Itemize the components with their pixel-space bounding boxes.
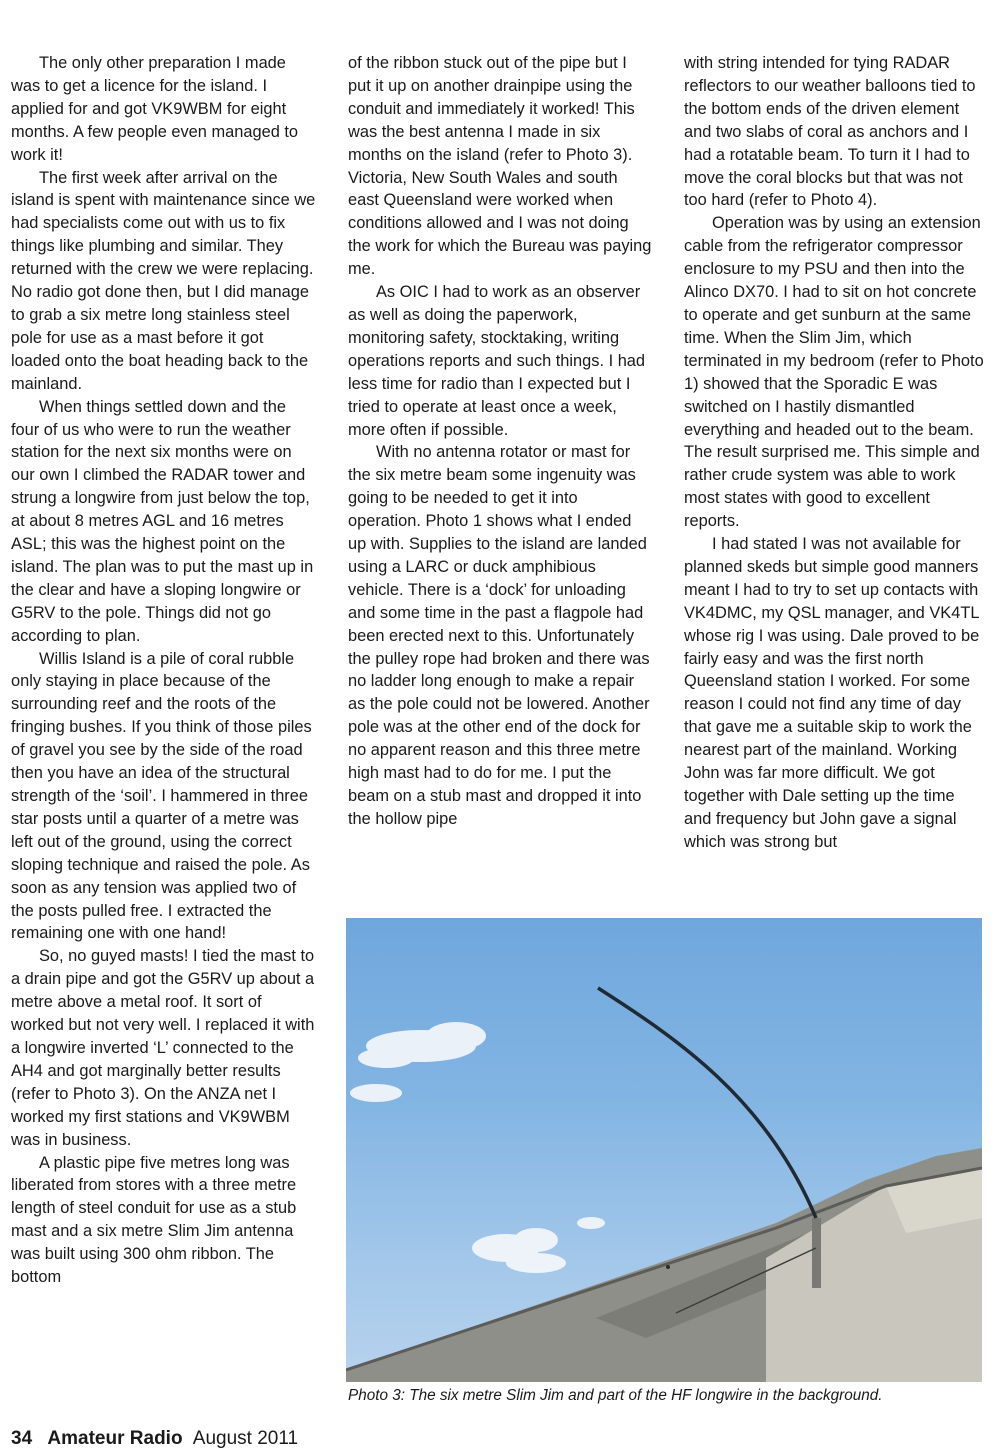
paragraph: Operation was by using an extension cable from the refrigerator compressor enclosure to my PSU and then into the Alinco DX70. I had to sit on hot concrete to operate and get sunburn at the same time. When the Slim Jim, which terminated in my bedroom (refer to Photo 1) showed that the Sporadic E was switched on I hastily dismantled everything and headed out to the beam. The result surprised me. This simple and rather crude system was able to work most states with good to excellent reports. — [684, 214, 984, 531]
magazine-title: Amateur Radio — [47, 1428, 183, 1449]
photo-caption: Photo 3: The six metre Slim Jim and part of the HF longwire in the background. — [348, 1387, 883, 1404]
issue-date: August 2011 — [192, 1428, 299, 1449]
clouds — [350, 1022, 605, 1273]
slim-jim-antenna — [598, 988, 816, 1218]
paragraph: with string intended for tying RADAR reflectors to our weather balloons tied to the bottom ends of the driven element and two slabs of coral as anchors and I had a rotatable beam. To turn it I had to move the coral blocks but that was not too hard (refer to Photo 4). — [684, 54, 976, 210]
photo-illustration — [346, 918, 982, 1382]
column-2 — [348, 52, 652, 831]
paragraph: Willis Island is a pile of coral rubble only staying in place because of the surrounding reef and the roots of the fringing bushes. If you think of those piles of gravel you see by the side of the road then you have an idea of the structural strength of the ‘soil’. I hammered in three star posts until a quarter of a metre was left out of the ground, using the correct sloping technique and raised the pole. As soon as any tension was applied two of the posts pulled free. I extracted the remaining one with one hand! — [11, 649, 312, 943]
page-number: 34 — [11, 1428, 33, 1449]
column-1 — [11, 52, 316, 1289]
page-footer — [11, 1426, 298, 1452]
paragraph: So, no guyed masts! I tied the mast to a drain pipe and got the G5RV up about a metre above a metal roof. It sort of worked but not very well. I replaced it with a longwire inverted ‘L’ connected to the AH4 and got marginally better results (refer to Photo 3). On the ANZA net I worked my first stations and VK9WBM was in business. — [11, 947, 315, 1149]
paragraph: The first week after arrival on the island is spent with maintenance since we had specialists come out with us to fix things like plumbing and similar. They returned with the crew we were replacing. No radio got done then, but I did manage to grab a six metre long stainless steel pole for use as a mast before it got loaded onto the boat heading back to the mainland. — [11, 168, 316, 393]
paragraph: As OIC I had to work as an observer as well as doing the paperwork, monitoring safety, stocktaking, writing operations reports and such things. I had less time for radio than I expected but I tried to operate at least once a week, more often if possible. — [348, 283, 646, 439]
paragraph: When things settled down and the four of us who were to run the weather station for the next six months were on our own I climbed the RADAR tower and strung a longwire from just below the top, at about 8 metres AGL and 16 metres ASL; this was the highest point on the island. The plan was to put the mast up in the clear and have a sloping longwire or G5RV to the pole. Things did not go according to plan. — [11, 397, 314, 645]
drain-pipe — [812, 1218, 821, 1288]
column-3 — [684, 52, 984, 854]
paragraph: A plastic pipe five metres long was liberated from stores with a three metre length of steel conduit for use as a stub mast and a six metre Slim Jim antenna was built using 300 ohm ribbon. The bottom — [11, 1153, 297, 1287]
paragraph: With no antenna rotator or mast for the six metre beam some ingenuity was going to be needed to get it into operation. Photo 1 shows what I ended up with. Supplies to the island are landed using a LARC or duck amphibious vehicle. There is a ‘dock’ for unloading and some time in the past a flagpole had been erected next to this. Unfortunately the pulley rope had broken and there was no ladder long enough to make a repair as the pole could not be lowered. Another pole was at the other end of the dock for no apparent reason and this three metre high mast had to do for me. I put the beam on a stub mast and dropped it into the hollow pipe — [348, 443, 650, 828]
paragraph: I had stated I was not available for planned skeds but simple good manners meant I had to try to set up contacts with VK4DMC, my QSL manager, and VK4TL whose rig I was using. Dale proved to be fairly easy and was the first north Queensland station I worked. For some reason I could not find any time of day that gave me a suitable skip to work the nearest part of the mainland. Working John was far more difficult. We got together with Dale setting up the time and frequency but John gave a signal which was strong but — [684, 535, 980, 851]
paragraph: The only other preparation I made was to get a licence for the island. I applied for and got VK9WBM for eight months. A few people even managed to work it! — [11, 54, 299, 164]
paragraph: of the ribbon stuck out of the pipe but I put it up on another drainpipe using the conduit and immediately it worked! This was the best antenna I made in six months on the island (refer to Photo 3). Victoria, New South Wales and south east Queensland were worked when conditions allowed and I was not doing the work for which the Bureau was paying me. — [348, 54, 652, 279]
photo-slim-jim — [346, 918, 982, 1382]
